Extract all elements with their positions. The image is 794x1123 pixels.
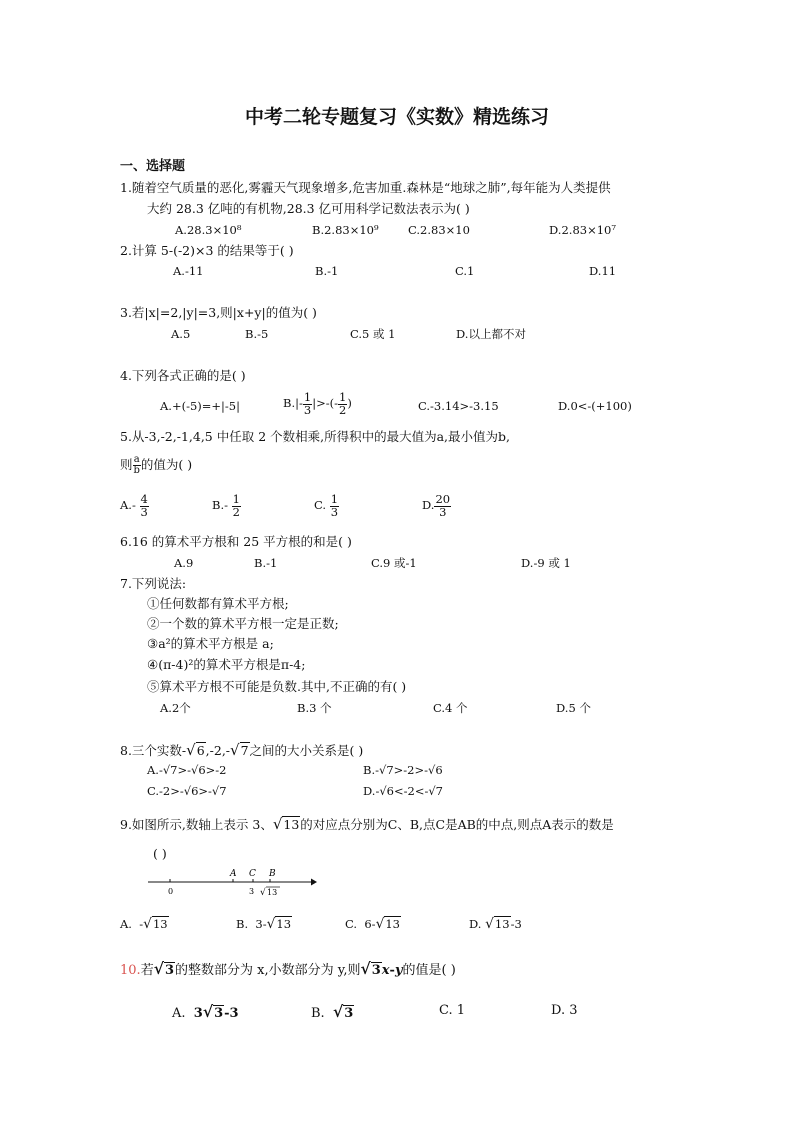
q5-frac bbox=[133, 455, 141, 476]
q10-option-a: A. 3√3-3 bbox=[172, 1002, 239, 1021]
q9-stem-pre: 9.如图所示,数轴上表示 3、 bbox=[120, 817, 273, 832]
frac-numerator: 1 bbox=[338, 390, 347, 404]
q8-option-b: B.-√7>-2>-√6 bbox=[363, 763, 443, 777]
q4-b-frac2 bbox=[338, 392, 347, 416]
sqrt-icon: √ bbox=[266, 916, 276, 932]
q5-pre: 则 bbox=[120, 457, 133, 472]
q5-b-label: B.- bbox=[212, 498, 228, 512]
q7-statement-5: ⑤算术平方根不可能是负数.其中,不正确的有( ) bbox=[147, 679, 407, 694]
sqrt-icon: √ bbox=[485, 916, 494, 932]
q10-b-radicand: 3 bbox=[344, 1006, 354, 1021]
q10-radicand-3: 3 bbox=[164, 963, 174, 978]
q10-option-c: C. 1 bbox=[439, 1003, 466, 1018]
q5-b-frac bbox=[232, 494, 241, 518]
q5-line1: 5.从-3,-2,-1,4,5 中任取 2 个数相乘,所得积中的最大值为a,最小值为b, bbox=[120, 429, 511, 444]
sqrt-icon: √ bbox=[360, 959, 371, 978]
sqrt-icon: √ bbox=[260, 888, 266, 898]
q4-option-b bbox=[283, 392, 352, 416]
frac-numerator: 1 bbox=[303, 390, 312, 404]
label-0: 0 bbox=[168, 887, 174, 896]
q10-number: 10. bbox=[120, 963, 141, 978]
q9-a-radicand: 13 bbox=[152, 917, 168, 931]
q1-option-b: B.2.83×10⁹ bbox=[312, 223, 379, 237]
q1-line1: 1.随着空气质量的恶化,雾霾天气现象增多,危害加重.森林是“地球之肺”,每年能为人类提供 bbox=[120, 180, 611, 195]
q6-stem: 6.16 的算术平方根和 25 平方根的和是( ) bbox=[120, 534, 352, 549]
q3-option-d: D.以上都不对 bbox=[456, 327, 526, 341]
sqrt-icon: √ bbox=[153, 959, 164, 978]
q9-b-label: B. bbox=[236, 917, 249, 931]
q9-option-b: B. 3-√13 bbox=[236, 916, 292, 932]
page-title: 中考二轮专题复习《实数》精选练习 bbox=[244, 106, 549, 128]
q9-a-label: A. bbox=[120, 917, 132, 931]
q5-post: 的值为( ) bbox=[140, 457, 193, 472]
sqrt-icon: √ bbox=[143, 916, 152, 932]
q4-stem: 4.下列各式正确的是( ) bbox=[120, 368, 246, 383]
q7-option-c: C.4 个 bbox=[433, 701, 468, 715]
q7-option-a: A.2个 bbox=[160, 701, 191, 715]
q6-option-a: A.9 bbox=[174, 556, 194, 570]
q5-a-label: A.- bbox=[120, 498, 136, 512]
q10-stem-2: 的整数部分为 x,小数部分为 y,则 bbox=[175, 963, 361, 978]
q10-a-label: A. bbox=[172, 1006, 186, 1021]
q9-option-c: C. 6-√13 bbox=[345, 916, 400, 932]
q9-d-label: D. bbox=[469, 917, 482, 931]
q5-c-frac bbox=[330, 494, 339, 518]
label-b: B bbox=[269, 869, 276, 879]
q2-option-d: D.11 bbox=[589, 264, 617, 278]
q9-b-radicand: 13 bbox=[276, 917, 292, 931]
q8-radicand-7: 7 bbox=[240, 743, 249, 758]
q8-stem-mid: ,-2,- bbox=[205, 743, 231, 758]
q4-b-mid: |>-(- bbox=[312, 396, 338, 410]
q9-c-label: C. bbox=[345, 917, 358, 931]
q5-c-label: C. bbox=[314, 498, 327, 512]
sqrt-icon: √ bbox=[332, 1002, 344, 1021]
q9-stem bbox=[120, 817, 614, 832]
q10-b-label: B. bbox=[311, 1006, 325, 1021]
q7-option-b: B.3 个 bbox=[297, 701, 332, 715]
q8-option-a: A.-√7>-√6>-2 bbox=[147, 763, 227, 777]
q4-option-d: D.0<-(+100) bbox=[558, 399, 632, 413]
q7-stem: 7.下列说法: bbox=[120, 576, 187, 591]
q6-option-d: D.-9 或 1 bbox=[521, 556, 571, 570]
q5-option-a bbox=[120, 494, 149, 518]
q7-statement-3: ③a²的算术平方根是 a; bbox=[147, 636, 274, 651]
q3-option-c: C.5 或 1 bbox=[350, 327, 396, 341]
frac-denominator: 3 bbox=[434, 506, 451, 519]
q1-option-a: A.28.3×10⁸ bbox=[175, 223, 242, 237]
q8-stem-pre: 8.三个实数- bbox=[120, 743, 187, 758]
number-line-figure bbox=[145, 864, 320, 902]
q8-option-d: D.-√6<-2<-√7 bbox=[363, 784, 444, 798]
q10-option-b bbox=[311, 1004, 354, 1020]
q2-option-c: C.1 bbox=[455, 264, 475, 278]
label-c: C bbox=[249, 869, 256, 879]
q4-option-a: A.+(-5)=+|-5| bbox=[160, 399, 240, 413]
frac-denominator: 3 bbox=[140, 504, 148, 519]
q9-option-a: A. -√13 bbox=[120, 916, 168, 932]
q7-statement-2: ②一个数的算术平方根一定是正数; bbox=[147, 616, 339, 631]
q5-a-frac bbox=[140, 494, 149, 518]
q8-stem-post: 之间的大小关系是( ) bbox=[249, 743, 364, 758]
frac-numerator: a bbox=[133, 454, 140, 465]
q4-b-frac1 bbox=[303, 392, 312, 416]
frac-denominator: 2 bbox=[232, 504, 240, 519]
sqrt-icon: √ bbox=[375, 916, 385, 932]
frac-denominator: 3 bbox=[303, 402, 312, 417]
label-a: A bbox=[230, 869, 237, 879]
q5-line2 bbox=[120, 455, 192, 476]
q8-option-c: C.-2>-√6>-√7 bbox=[147, 784, 227, 798]
q10-expr-radicand: 3 bbox=[371, 963, 381, 978]
q8-radicand-6: 6 bbox=[196, 743, 205, 758]
frac-numerator: 4 bbox=[140, 492, 148, 506]
q10-option-d: D. 3 bbox=[551, 1003, 578, 1018]
q10-a-radicand: 3 bbox=[214, 1006, 224, 1021]
q9-answer-paren: ( ) bbox=[153, 846, 167, 861]
q5-option-c bbox=[314, 494, 339, 518]
q1-option-d: D.2.83×10⁷ bbox=[549, 223, 616, 237]
q7-statement-1: ①任何数都有算术平方根; bbox=[147, 596, 289, 611]
q4-b-post: ) bbox=[347, 396, 352, 410]
sqrt-icon: √ bbox=[272, 815, 283, 833]
q5-option-d bbox=[422, 494, 451, 518]
q1-option-c: C.2.83×10 bbox=[408, 223, 470, 237]
q4-option-c: C.-3.14>-3.15 bbox=[418, 399, 499, 413]
label-sqrt13: 13 bbox=[267, 888, 278, 897]
q9-stem-post: 的对应点分别为C、B,点C是AB的中点,则点A表示的数是 bbox=[300, 817, 614, 832]
q3-option-b: B.-5 bbox=[245, 327, 269, 341]
frac-numerator: 1 bbox=[232, 492, 240, 506]
frac-denominator: b bbox=[133, 465, 140, 476]
q5-option-b bbox=[212, 494, 241, 518]
label-3: 3 bbox=[249, 887, 255, 896]
q7-option-d: D.5 个 bbox=[556, 701, 591, 715]
q4-b-pre: B.|- bbox=[283, 396, 303, 410]
q3-option-a: A.5 bbox=[171, 327, 191, 341]
frac-denominator: 2 bbox=[338, 402, 347, 417]
q6-option-c: C.9 或-1 bbox=[371, 556, 417, 570]
q10-stem-1: 若 bbox=[140, 963, 154, 978]
q9-radicand-13: 13 bbox=[283, 817, 300, 832]
q5-d-frac bbox=[434, 494, 451, 518]
q6-option-b: B.-1 bbox=[254, 556, 278, 570]
frac-denominator: 3 bbox=[330, 504, 339, 519]
q1-line2: 大约 28.3 亿吨的有机物,28.3 亿可用科学记数法表示为( ) bbox=[147, 201, 470, 216]
q8-stem bbox=[120, 743, 363, 758]
q3-stem: 3.若|x|=2,|y|=3,则|x+y|的值为( ) bbox=[120, 305, 317, 320]
q10-stem: 10.若√3的整数部分为 x,小数部分为 y,则√3x-y的值是( ) bbox=[120, 959, 456, 978]
arrow-right-icon bbox=[311, 879, 317, 886]
sqrt-icon: √ bbox=[186, 741, 196, 759]
q5-d-label: D. bbox=[422, 498, 435, 512]
q9-c-radicand: 13 bbox=[385, 917, 400, 931]
q2-option-b: B.-1 bbox=[315, 264, 339, 278]
q9-d-radicand: 13 bbox=[494, 917, 510, 931]
frac-numerator: 20 bbox=[435, 492, 451, 506]
q2-option-a: A.-11 bbox=[173, 264, 204, 278]
sqrt-icon: √ bbox=[230, 741, 240, 759]
q2-stem: 2.计算 5-(-2)×3 的结果等于( ) bbox=[120, 243, 294, 258]
q10-stem-3: 的值是( ) bbox=[402, 963, 456, 978]
q7-statement-4: ④(π-4)²的算术平方根是π-4; bbox=[147, 657, 306, 672]
q9-option-d: D. √13-3 bbox=[469, 916, 522, 932]
sqrt-icon: √ bbox=[202, 1002, 214, 1021]
frac-numerator: 1 bbox=[330, 492, 339, 506]
section-heading: 一、选择题 bbox=[120, 159, 186, 174]
